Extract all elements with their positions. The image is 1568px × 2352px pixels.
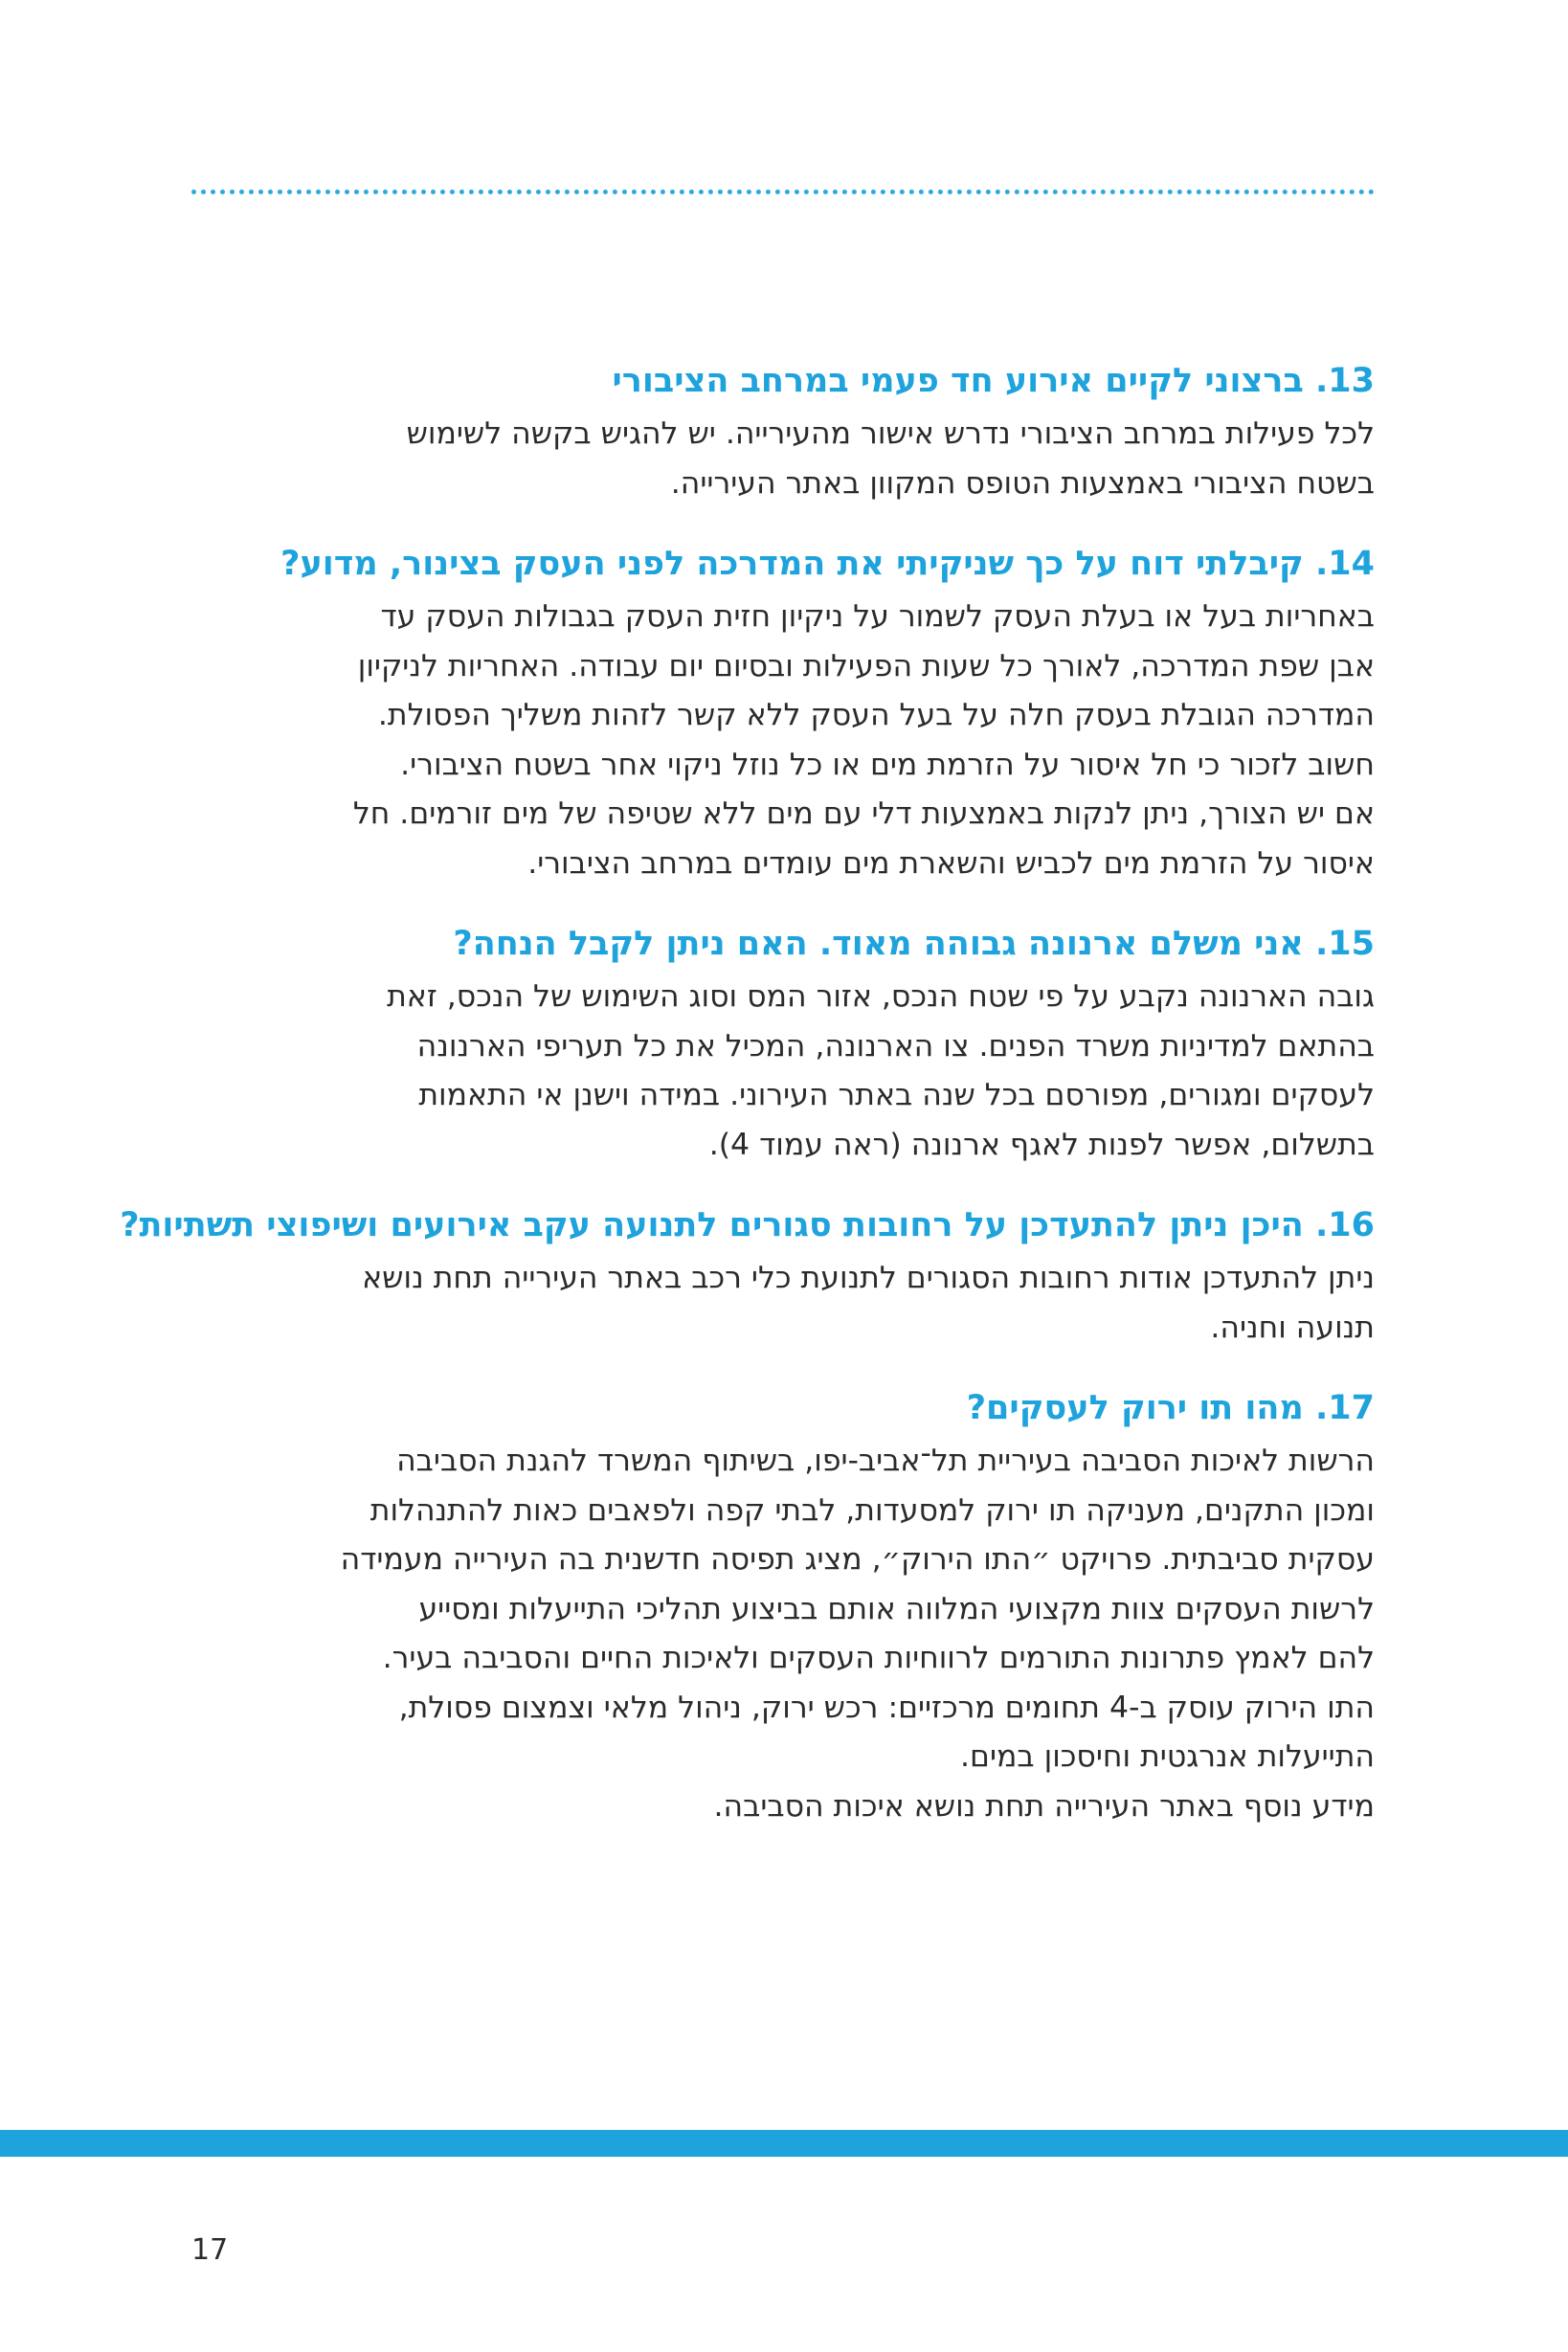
faq-question-number: 13. — [1314, 362, 1375, 400]
faq-answer-line: בהתאם למדיניות משרד הפנים. צו הארנונה, המכיל את כל תעריפי הארנונה — [416, 1028, 1375, 1064]
faq-answer-line: עסקית סביבתית. פרויקט ״התו הירוק״, מציג תפיסה חדשנית בה העירייה מעמידה — [340, 1542, 1375, 1577]
faq-answer-line: גובה הארנונה נקבע על פי שטח הנכס, אזור המס וסוג השימוש של הנכס, זאת — [387, 979, 1375, 1014]
top-dotted-divider — [191, 190, 1375, 194]
faq-question-number: 17. — [1314, 1389, 1375, 1427]
faq-question-number: 16. — [1314, 1206, 1375, 1244]
faq-answer — [191, 1437, 1375, 1831]
faq-question-text: אני משלם ארנונה גבוהה מאוד. האם ניתן לקבל הנחה? — [453, 925, 1304, 963]
faq-question — [120, 1200, 1375, 1250]
faq-list — [120, 356, 1375, 1862]
faq-answer-line: התו הירוק עוסק ב-4 תחומים מרכזיים: רכש ירוק, ניהול מלאי וצמצום פסולת, — [398, 1690, 1375, 1725]
faq-question-text: היכן ניתן להתעדכן על רחובות סגורים לתנועה עקב אירועים ושיפוצי תשתיות? — [120, 1206, 1304, 1244]
faq-answer-line: ניתן להתעדכן אודות רחובות הסגורים לתנועת כלי רכב באתר העירייה תחת נושא — [362, 1261, 1375, 1295]
faq-answer-line: אבן שפת המדרכה, לאורך כל שעות הפעילות ובסיום יום עבודה. האחריות לניקיון — [357, 648, 1375, 683]
faq-answer-line: באחריות בעל או בעלת העסק לשמור על ניקיון חזית העסק בגבולות העסק עד — [380, 599, 1375, 634]
faq-answer-line: התייעלות אנרגטית וחיסכון במים. — [960, 1739, 1375, 1774]
faq-question — [191, 919, 1375, 969]
faq-answer — [191, 410, 1375, 508]
faq-answer-line: לרשות העסקים צוות מקצועי המלווה אותם בביצוע תהליכי התייעלות ומסייע — [418, 1591, 1375, 1626]
faq-item-16 — [120, 1200, 1375, 1353]
faq-question-text: ברצוני לקיים אירוע חד פעמי במרחב הציבורי — [612, 362, 1304, 400]
faq-answer-line: מידע נוסף באתר העירייה תחת נושא איכות הסביבה. — [713, 1788, 1375, 1824]
faq-question-number: 14. — [1314, 545, 1375, 583]
faq-answer-line: איסור על הזרמת מים לכביש והשארת מים עומדים במרחב הציבורי. — [527, 845, 1375, 881]
faq-answer-line: להם לאמץ פתרונות התורמים לרווחיות העסקים ולאיכות החיים והסביבה בעיר. — [382, 1641, 1375, 1675]
faq-item-17 — [191, 1383, 1375, 1831]
faq-question-text: קיבלתי דוח על כך שניקיתי את המדרכה לפני העסק בצינור, מדוע? — [280, 545, 1304, 583]
faq-question-number: 15. — [1314, 925, 1375, 963]
footer-accent-bar — [0, 2130, 1568, 2157]
faq-answer-line: תנועה וחניה. — [1210, 1310, 1375, 1345]
faq-answer-line: בתשלום, אפשר לפנות לאגף ארנונה (ראה עמוד 4). — [708, 1127, 1375, 1162]
faq-answer — [191, 593, 1375, 888]
faq-question-text: מהו תו ירוק לעסקים? — [966, 1389, 1304, 1427]
faq-item-15 — [191, 919, 1375, 1170]
faq-answer-line: המדרכה הגובלת בעסק חלה על בעל העסק ללא קשר לזהות משליך הפסולת. — [377, 698, 1375, 732]
page-number: 17 — [191, 2233, 229, 2267]
faq-answer-line: חשוב לזכור כי חל איסור על הזרמת מים או כל נוזל ניקוי אחר בשטח הציבורי. — [400, 747, 1375, 782]
faq-item-14 — [191, 539, 1375, 888]
faq-answer-line: ומכון התקנים, מעניקה תו ירוק למסעדות, לבתי קפה ולפאבים כאות להתנהלות — [370, 1492, 1375, 1528]
faq-question — [191, 1383, 1375, 1433]
faq-answer-line: בשטח הציבורי באמצעות הטופס המקוון באתר העירייה. — [670, 465, 1375, 501]
faq-answer — [191, 973, 1375, 1170]
faq-answer-line: לכל פעילות במרחב הציבורי נדרש אישור מהעירייה. יש להגיש בקשה לשימוש — [406, 416, 1375, 451]
faq-question — [191, 356, 1375, 406]
faq-answer-line: אם יש הצורך, ניתן לנקות באמצעות דלי עם מים ללא שטיפה של מים זורמים. חל — [352, 796, 1375, 831]
faq-answer — [191, 1254, 1375, 1353]
faq-item-13 — [191, 356, 1375, 508]
faq-answer-line: הרשות לאיכות הסביבה בעיריית תל־אביב-יפו, בשיתוף המשרד להגנת הסביבה — [396, 1444, 1375, 1478]
faq-question — [191, 539, 1375, 589]
faq-answer-line: לעסקים ומגורים, מפורסם בכל שנה באתר העירוני. במידה וישנן אי התאמות — [418, 1078, 1375, 1112]
